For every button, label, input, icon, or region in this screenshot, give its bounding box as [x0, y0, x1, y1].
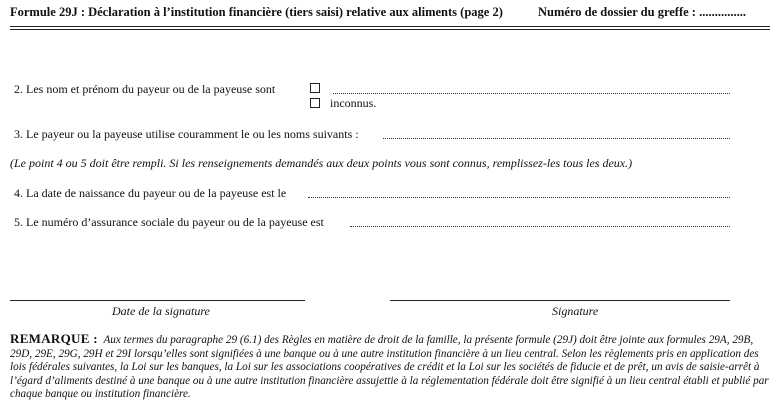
- remark-title: REMARQUE: [10, 331, 90, 346]
- item-2-label: 2. Les nom et prénom du payeur ou de la payeuse sont: [14, 82, 276, 96]
- item-4-label: 4. La date de naissance du payeur ou de la payeuse est le: [14, 186, 287, 200]
- remark-text: Aux termes du paragraphe 29 (6.1) des Règles en matière de droit de la famille, la présente formule (29J) doit être jointe aux formules 29A, 29B, 29D, 29E, 29G, 29H et 29I lorsqu’elles sont signifiées à une banque ou à une autre institution financière à un lieu central. Selon les règlements pris en application des lois fédérales suivantes, la Loi sur les banques, la Loi sur les associations coopératives de crédit et la Loi sur les sociétés de fiducie et de prêt, un avis de saisie-arrêt à l’égard d’aliments destiné à une banque ou à une autre institution financière assujettie à la réglementation fédérale doit être signifié à un lieu central établi et publié par chaque banque ou institution financière.: [10, 334, 769, 401]
- remark-colon: :: [89, 331, 98, 346]
- payer-name-checkbox[interactable]: [310, 83, 320, 93]
- header-rule-bottom: [10, 29, 770, 30]
- court-file-number-label: Numéro de dossier du greffe : ...............: [538, 5, 746, 19]
- date-signature-label: Date de la signature: [112, 304, 210, 318]
- payer-name-field[interactable]: [333, 93, 730, 94]
- form-title: Formule 29J : Déclaration à l’institution financière (tiers saisi) relative aux aliments (page 2): [10, 5, 503, 19]
- sin-field[interactable]: [350, 226, 730, 227]
- header-rule-top: [10, 26, 770, 27]
- form-header: [10, 5, 770, 20]
- unknown-name-label: inconnus.: [330, 96, 377, 110]
- unknown-name-checkbox[interactable]: [310, 98, 320, 108]
- date-signature-line[interactable]: [10, 300, 305, 301]
- usual-names-field[interactable]: [383, 138, 730, 139]
- signature-label: Signature: [552, 304, 599, 318]
- birth-date-field[interactable]: [308, 197, 730, 198]
- item-5-label: 5. Le numéro d’assurance sociale du payeur ou de la payeuse est: [14, 215, 324, 229]
- remark-paragraph: [10, 332, 774, 402]
- instruction-note: (Le point 4 ou 5 doit être rempli. Si les renseignements demandés aux deux points vous sont connus, remplissez-les tous les deux.): [10, 156, 633, 170]
- signature-line[interactable]: [390, 300, 730, 301]
- item-3-label: 3. Le payeur ou la payeuse utilise couramment le ou les noms suivants :: [14, 127, 359, 141]
